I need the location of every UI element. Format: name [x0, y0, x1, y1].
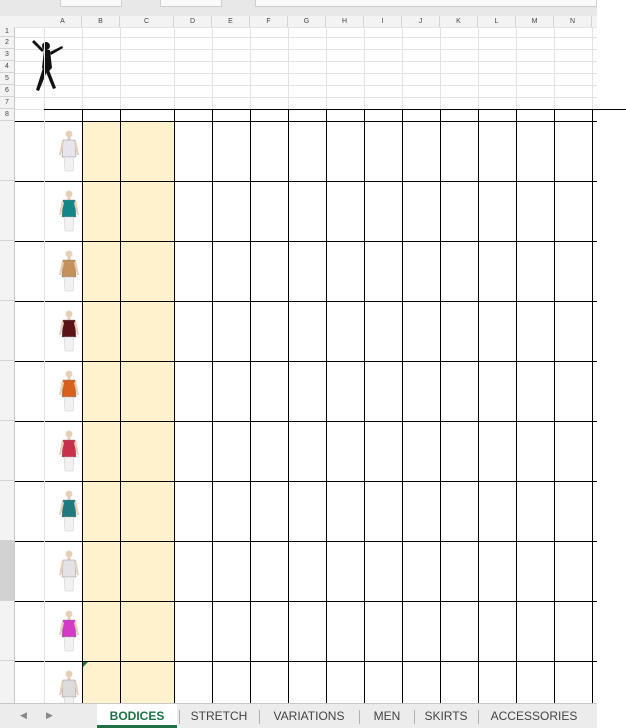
ribbon-strip [0, 0, 597, 16]
inventory-cell[interactable] [478, 122, 516, 181]
measure-value[interactable] [212, 97, 250, 109]
inventory-cell[interactable] [554, 542, 592, 601]
grid-column-line-top [326, 27, 327, 109]
inventory-cell[interactable] [288, 242, 326, 301]
inventory-cell[interactable] [516, 122, 554, 181]
logo-text [44, 78, 74, 102]
inventory-cell[interactable] [402, 542, 440, 601]
row-header-23[interactable] [0, 301, 15, 361]
grid-row-line [15, 27, 597, 28]
pattern-description-cell[interactable] [120, 122, 174, 181]
inventory-cell[interactable] [554, 122, 592, 181]
inventory-cell[interactable] [326, 182, 364, 241]
pattern-thumbnail [58, 609, 80, 653]
pattern-number-cell[interactable] [82, 542, 120, 601]
pattern-number-cell[interactable] [82, 122, 120, 181]
inventory-cell[interactable] [516, 302, 554, 361]
size-header [478, 109, 516, 121]
measure-value[interactable] [288, 61, 326, 73]
inventory-cell[interactable] [364, 122, 402, 181]
inventory-cell[interactable] [440, 122, 478, 181]
grid-column-line [174, 109, 175, 703]
inventory-cell[interactable] [440, 302, 478, 361]
pattern-number-cell[interactable] [82, 602, 120, 661]
size-header [174, 109, 212, 121]
measure-value[interactable] [326, 97, 364, 109]
measure-value[interactable] [554, 97, 592, 109]
row-header-26[interactable] [0, 481, 15, 541]
inventory-cell[interactable] [516, 482, 554, 541]
grid-column-line [212, 109, 213, 703]
pattern-description-cell[interactable] [120, 182, 174, 241]
row-header-21[interactable] [0, 181, 15, 241]
pattern-description-cell[interactable] [120, 422, 174, 481]
row-header-20[interactable] [0, 121, 15, 181]
column-header-n[interactable]: N [554, 16, 592, 27]
inventory-cell[interactable] [554, 302, 592, 361]
inventory-cell[interactable] [212, 362, 250, 421]
pattern-thumbnail [58, 249, 80, 293]
pattern-thumbnail [58, 189, 80, 233]
inventory-cell[interactable] [516, 422, 554, 481]
measure-value[interactable] [250, 97, 288, 109]
pattern-description-cell[interactable] [120, 602, 174, 661]
measure-value[interactable] [478, 49, 516, 61]
measure-value[interactable] [402, 85, 440, 97]
pattern-thumbnail [58, 429, 80, 473]
measure-value[interactable] [478, 73, 516, 85]
inventory-cell[interactable] [478, 302, 516, 361]
inventory-cell[interactable] [174, 182, 212, 241]
measure-value[interactable] [402, 73, 440, 85]
tab-separator [478, 710, 479, 724]
inventory-cell[interactable] [174, 242, 212, 301]
inventory-cell[interactable] [516, 602, 554, 661]
inventory-cell[interactable] [402, 302, 440, 361]
inventory-cell[interactable] [250, 602, 288, 661]
pattern-description-cell[interactable] [120, 242, 174, 301]
inventory-cell[interactable] [364, 302, 402, 361]
inventory-cell[interactable] [212, 542, 250, 601]
measure-value[interactable] [402, 49, 440, 61]
inventory-cell[interactable] [326, 602, 364, 661]
measure-value[interactable] [288, 73, 326, 85]
grid-column-line [364, 109, 365, 703]
inventory-cell[interactable] [402, 602, 440, 661]
grid-column-line [82, 109, 83, 703]
inventory-cell[interactable] [364, 542, 402, 601]
measure-value[interactable] [174, 85, 212, 97]
measure-value[interactable] [440, 85, 478, 97]
measure-value[interactable] [516, 97, 554, 109]
measure-value[interactable] [288, 97, 326, 109]
column-header-i[interactable]: I [364, 16, 402, 27]
inventory-cell[interactable] [212, 182, 250, 241]
inventory-cell[interactable] [364, 242, 402, 301]
column-header-c[interactable]: C [120, 16, 174, 27]
inventory-cell[interactable] [402, 482, 440, 541]
inventory-cell[interactable] [288, 482, 326, 541]
inventory-cell[interactable] [554, 602, 592, 661]
inventory-cell[interactable] [326, 302, 364, 361]
inventory-cell[interactable] [364, 362, 402, 421]
workbook-tab-2[interactable] [160, 0, 222, 7]
inventory-cell[interactable] [288, 542, 326, 601]
grid-column-line-top [82, 27, 83, 109]
inventory-cell[interactable] [250, 122, 288, 181]
measure-value[interactable] [554, 61, 592, 73]
inventory-cell[interactable] [402, 362, 440, 421]
grid-column-line [402, 109, 403, 703]
measure-value[interactable] [250, 61, 288, 73]
grid-column-line-top [516, 27, 517, 109]
pattern-number-cell[interactable] [82, 362, 120, 421]
grid-column-line [592, 109, 593, 703]
inventory-cell[interactable] [212, 482, 250, 541]
grid-column-line-top [212, 27, 213, 109]
inventory-cell[interactable] [212, 302, 250, 361]
grid-column-line [516, 109, 517, 703]
measure-value[interactable] [440, 97, 478, 109]
grid-column-line-top [402, 27, 403, 109]
column-header-m[interactable]: M [516, 16, 554, 27]
inventory-cell[interactable] [212, 242, 250, 301]
size-header [364, 109, 402, 121]
pattern-thumbnail [58, 309, 80, 353]
row-header-22[interactable] [0, 241, 15, 301]
row-header-2[interactable]: 2 [0, 37, 15, 49]
scroll-tabs-right-icon[interactable]: ▶ [46, 710, 53, 720]
inventory-cell[interactable] [212, 122, 250, 181]
size-header [440, 109, 478, 121]
inventory-cell[interactable] [174, 362, 212, 421]
inventory-cell[interactable] [402, 242, 440, 301]
column-header-h[interactable]: H [326, 16, 364, 27]
grid-column-line [250, 109, 251, 703]
column-header-f[interactable]: F [250, 16, 288, 27]
size-header [250, 109, 288, 121]
inventory-cell[interactable] [250, 422, 288, 481]
sheet-tab-bar [0, 703, 597, 728]
grid-column-line [326, 109, 327, 703]
row-header-24[interactable] [0, 361, 15, 421]
row-header-25[interactable] [0, 421, 15, 481]
column-header-j[interactable]: J [402, 16, 440, 27]
pattern-thumbnail [58, 549, 80, 593]
inventory-cell[interactable] [478, 602, 516, 661]
inventory-cell[interactable] [516, 242, 554, 301]
pattern-number-cell[interactable] [82, 302, 120, 361]
grid-column-line-top [554, 27, 555, 109]
measure-value[interactable] [326, 49, 364, 61]
inventory-cell[interactable] [402, 422, 440, 481]
column-header-k[interactable]: K [440, 16, 478, 27]
row-header-28[interactable] [0, 601, 15, 661]
row-header-5[interactable]: 5 [0, 73, 15, 85]
inventory-cell[interactable] [478, 182, 516, 241]
pattern-description-cell[interactable] [120, 542, 174, 601]
measure-value[interactable] [402, 97, 440, 109]
inventory-cell[interactable] [478, 242, 516, 301]
inventory-cell[interactable] [402, 182, 440, 241]
inventory-cell[interactable] [516, 182, 554, 241]
sheet-tab-stretch[interactable]: STRETCH [190, 709, 248, 723]
tab-separator [359, 710, 360, 724]
inventory-cell[interactable] [478, 422, 516, 481]
measure-value[interactable] [326, 85, 364, 97]
header-picture [15, 109, 53, 121]
pattern-thumbnail [58, 369, 80, 413]
inventory-cell[interactable] [440, 602, 478, 661]
header-top-line [44, 109, 626, 110]
measure-value[interactable] [212, 61, 250, 73]
inventory-cell[interactable] [250, 182, 288, 241]
row-header-7[interactable]: 7 [0, 97, 15, 109]
inventory-cell[interactable] [326, 422, 364, 481]
size-header [554, 109, 592, 121]
inventory-cell[interactable] [554, 242, 592, 301]
column-header-g[interactable]: G [288, 16, 326, 27]
grid-column-line-top [174, 27, 175, 109]
pattern-description-cell[interactable] [120, 482, 174, 541]
inventory-cell[interactable] [326, 122, 364, 181]
measure-value[interactable] [364, 85, 402, 97]
row-header-3[interactable]: 3 [0, 49, 15, 61]
inventory-cell[interactable] [554, 362, 592, 421]
pattern-thumbnail [58, 129, 80, 173]
measure-value[interactable] [364, 61, 402, 73]
measure-value[interactable] [440, 61, 478, 73]
inventory-cell[interactable] [516, 542, 554, 601]
tab-separator [179, 710, 180, 724]
inventory-cell[interactable] [250, 302, 288, 361]
tab-separator [414, 710, 415, 724]
grid-column-line-top [364, 27, 365, 109]
sheet-tab-men[interactable]: MEN [373, 709, 401, 723]
inventory-cell[interactable] [174, 302, 212, 361]
inventory-cell[interactable] [250, 362, 288, 421]
measure-value[interactable] [516, 61, 554, 73]
measure-value[interactable] [212, 85, 250, 97]
workbook-tab-1[interactable] [60, 0, 122, 7]
grid-column-line [120, 109, 121, 703]
inventory-cell[interactable] [402, 122, 440, 181]
column-header-a[interactable]: A [44, 16, 82, 27]
inventory-cell[interactable] [288, 422, 326, 481]
inventory-cell[interactable] [440, 242, 478, 301]
inventory-cell[interactable] [326, 482, 364, 541]
inventory-cell[interactable] [478, 362, 516, 421]
grid-column-line [44, 27, 45, 703]
measure-value[interactable] [174, 97, 212, 109]
sheet-tab-skirts[interactable]: SKIRTS [424, 709, 468, 723]
measure-value[interactable] [554, 85, 592, 97]
size-header [212, 109, 250, 121]
measure-value[interactable] [440, 73, 478, 85]
row-header-8[interactable]: 8 [0, 109, 15, 121]
measure-value[interactable] [250, 85, 288, 97]
inventory-cell[interactable] [288, 302, 326, 361]
column-header-b[interactable]: B [82, 16, 120, 27]
measure-value[interactable] [516, 49, 554, 61]
cell-comment-marker [83, 662, 88, 667]
column-header-l[interactable]: L [478, 16, 516, 27]
measure-value[interactable] [554, 49, 592, 61]
measure-value[interactable] [554, 73, 592, 85]
pattern-number-cell[interactable] [82, 482, 120, 541]
grid-column-line [288, 109, 289, 703]
measure-value[interactable] [440, 49, 478, 61]
pattern-thumbnail [58, 489, 80, 533]
inventory-cell[interactable] [250, 542, 288, 601]
row-header-27[interactable] [0, 541, 15, 601]
measure-value[interactable] [516, 73, 554, 85]
inventory-cell[interactable] [288, 602, 326, 661]
measure-value[interactable] [212, 73, 250, 85]
inventory-cell[interactable] [478, 482, 516, 541]
inventory-cell[interactable] [174, 542, 212, 601]
grid-column-line [440, 109, 441, 703]
inventory-cell[interactable] [326, 362, 364, 421]
measure-value[interactable] [326, 61, 364, 73]
inventory-cell[interactable] [326, 542, 364, 601]
measure-value[interactable] [326, 73, 364, 85]
inventory-cell[interactable] [212, 602, 250, 661]
size-header [288, 109, 326, 121]
inventory-cell[interactable] [478, 542, 516, 601]
column-header-d[interactable]: D [174, 16, 212, 27]
measure-value[interactable] [364, 49, 402, 61]
inventory-cell[interactable] [516, 362, 554, 421]
measure-value[interactable] [516, 85, 554, 97]
measure-value[interactable] [174, 61, 212, 73]
sheet-tab-accessories[interactable]: ACCESSORIES [490, 709, 578, 723]
measure-value[interactable] [174, 73, 212, 85]
inventory-cell[interactable] [212, 422, 250, 481]
sheet-tab-variations[interactable]: VARIATIONS [273, 709, 345, 723]
measure-value[interactable] [478, 97, 516, 109]
inventory-cell[interactable] [288, 122, 326, 181]
inventory-cell[interactable] [288, 362, 326, 421]
grid-column-line [478, 109, 479, 703]
inventory-cell[interactable] [364, 482, 402, 541]
grid-column-line-top [288, 27, 289, 109]
inventory-cell[interactable] [174, 482, 212, 541]
inventory-cell[interactable] [554, 482, 592, 541]
row-header-4[interactable]: 4 [0, 61, 15, 73]
inventory-cell[interactable] [440, 422, 478, 481]
grid-column-line-top [120, 27, 121, 109]
inventory-cell[interactable] [440, 542, 478, 601]
pattern-number-cell[interactable] [82, 182, 120, 241]
inventory-cell[interactable] [174, 602, 212, 661]
tab-separator [259, 710, 260, 724]
measure-value[interactable] [288, 49, 326, 61]
size-header [402, 109, 440, 121]
scroll-tabs-left-icon[interactable]: ◀ [20, 710, 27, 720]
measure-value[interactable] [364, 97, 402, 109]
measure-value[interactable] [364, 73, 402, 85]
inventory-cell[interactable] [554, 422, 592, 481]
grid-column-line-top [440, 27, 441, 109]
inventory-cell[interactable] [440, 482, 478, 541]
inventory-cell[interactable] [364, 422, 402, 481]
measure-value[interactable] [250, 73, 288, 85]
pattern-description-cell[interactable] [120, 362, 174, 421]
measure-value[interactable] [288, 85, 326, 97]
inventory-cell[interactable] [326, 242, 364, 301]
measure-value[interactable] [478, 61, 516, 73]
row-header-6[interactable]: 6 [0, 85, 15, 97]
pattern-number-cell[interactable] [82, 242, 120, 301]
inventory-cell[interactable] [440, 362, 478, 421]
row-header-1[interactable]: 1 [0, 27, 15, 37]
inventory-cell[interactable] [250, 482, 288, 541]
inventory-cell[interactable] [364, 182, 402, 241]
inventory-cell[interactable] [250, 242, 288, 301]
inventory-cell[interactable] [174, 122, 212, 181]
inventory-cell[interactable] [288, 182, 326, 241]
measure-value[interactable] [212, 49, 250, 61]
inventory-cell[interactable] [174, 422, 212, 481]
grid-column-line-top [478, 27, 479, 109]
measure-value[interactable] [478, 85, 516, 97]
sheet-tab-bodices[interactable]: BODICES [97, 704, 177, 728]
grid-column-line-top [592, 27, 593, 109]
grid-column-line-top [250, 27, 251, 109]
pattern-description-cell[interactable] [120, 302, 174, 361]
column-header-e[interactable]: E [212, 16, 250, 27]
grid-column-line [554, 109, 555, 703]
inventory-cell[interactable] [364, 602, 402, 661]
grid-row-line [15, 37, 597, 38]
header-pattern [82, 109, 120, 121]
size-header [326, 109, 364, 121]
workbook-tab-3[interactable] [255, 0, 597, 7]
spreadsheet-grid[interactable] [5, 27, 597, 703]
measure-value[interactable] [250, 49, 288, 61]
inventory-cell[interactable] [440, 182, 478, 241]
size-header [516, 109, 554, 121]
pattern-number-cell[interactable] [82, 422, 120, 481]
measure-value[interactable] [402, 61, 440, 73]
inventory-cell[interactable] [554, 182, 592, 241]
measure-value[interactable] [174, 49, 212, 61]
